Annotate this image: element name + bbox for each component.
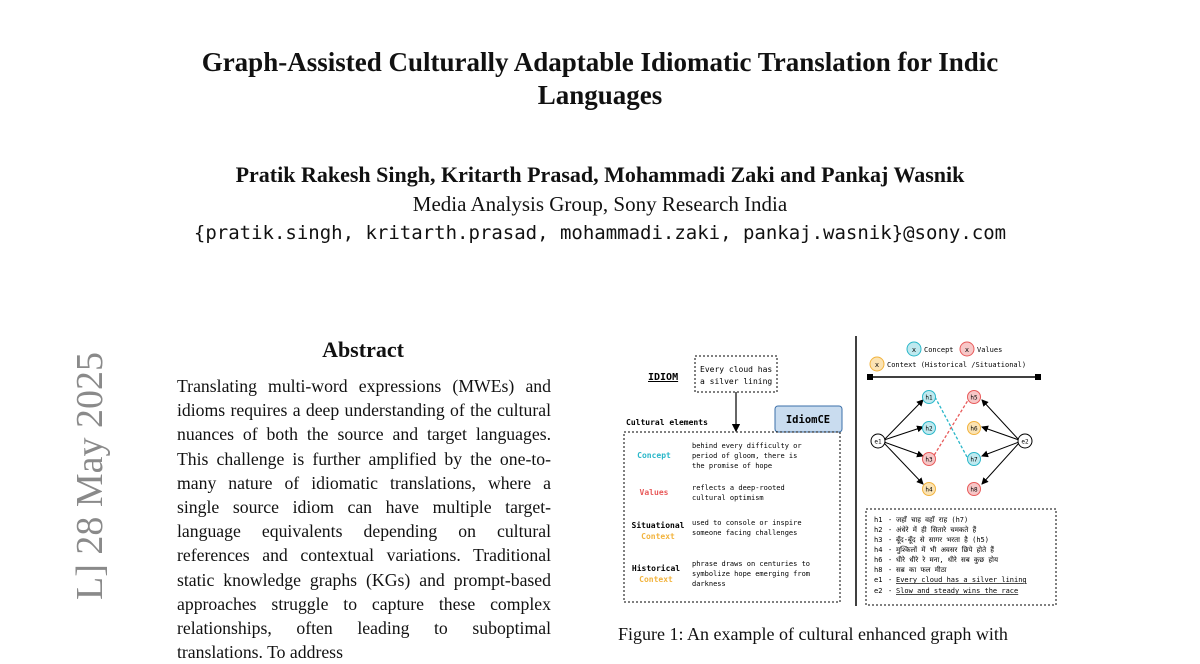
node-h3 [923,453,936,466]
affiliation: Media Analysis Group, Sony Research India [412,192,788,216]
list-item-key: h6 [874,556,883,564]
arxiv-date: L] 28 May 2025 [69,351,111,600]
figure-graphic [618,334,1063,612]
legend-concept-label: Concept [924,346,954,354]
concept-label: Concept [637,451,671,460]
svg-text:-: - [888,516,893,524]
svg-text:-: - [888,587,893,595]
svg-text:h4: h4 [925,486,933,494]
author-list: Pratik Rakesh Singh, Kritarth Prasad, Mohammadi Zaki and Pankaj Wasnik [235,162,965,187]
values-line-1: reflects a deep-rooted [692,484,785,492]
node-h7 [968,453,981,466]
abstract-heading: Abstract [322,337,404,362]
list-item-text: मुश्किलों में भी अवसर छिपे होते हैं [896,546,994,554]
translation-list [874,515,1027,595]
legend-context-label: Context (Historical /Situational) [887,361,1027,369]
legend-values-label: Values [977,346,1003,354]
arxiv-stamp [18,351,111,650]
svg-text:-: - [888,526,893,534]
legend-concept-x: x [911,346,917,354]
situational-context-label: Context [641,532,675,541]
node-e1 [871,434,885,448]
idiom-label: IDIOM [648,372,679,383]
idiom-text-1: Every cloud has [700,365,773,374]
svg-text:h7: h7 [970,456,978,464]
author-emails: {pratik.singh, kritarth.prasad, mohammadi.zaki, pankaj.wasnik}@sony.com [193,222,1007,244]
paper-title: Graph-Assisted Culturally Adaptable Idiomatic Translation for Indic Languages [201,47,999,110]
node-h4 [923,483,936,496]
list-item-text: जहाँ चाह वहाँ राह (h7) [896,516,969,524]
graph-edges [884,400,1019,484]
list-item-key: h2 [874,526,883,534]
node-h5 [968,391,981,404]
situational-line-1: used to console or inspire [692,519,802,527]
svg-text:-: - [888,566,893,574]
values-label: Values [639,488,669,497]
svg-text:e2: e2 [1021,438,1029,446]
node-h8 [968,483,981,496]
list-item-key: e2 [874,587,883,595]
svg-text:h8: h8 [970,486,978,494]
svg-text:e1: e1 [874,438,882,446]
svg-text:h5: h5 [970,394,978,402]
list-item-text: अंधेरे में ही सितारे चमकते हैं [896,526,977,534]
situational-label: Situational [631,521,685,530]
separator-cap-right [1035,374,1041,380]
list-item-text: बूँद-बूँद से सागर भरता है (h5) [896,536,989,544]
node-e2 [1018,434,1032,448]
abstract-text: Translating multi-word expressions (MWEs) and idioms requires a deep understanding of the cultural nuances of both the source and target languages. This challenge is further amplified by the one-to-many nature of idiomatic translations, where a single source idiom can have multiple target-language equivalents depending on cultural references and contextual variations. Traditional static knowledge graphs (KGs) and prompt-based approaches struggle to capture these complex relationships, often leading to suboptimal translations. To address [177,376,551,663]
concept-line-1: behind every difficulty or [692,442,802,450]
svg-text:-: - [888,576,893,584]
svg-text:h1: h1 [925,394,933,402]
list-item-key: h1 [874,516,883,524]
historical-line-2: symbolize hope emerging from [692,570,811,578]
svg-text:h3: h3 [925,456,933,464]
node-h2 [923,422,936,435]
list-item-key: h3 [874,536,883,544]
legend-context-x: x [874,361,880,369]
historical-line-1: phrase draws on centuries to [692,560,811,568]
svg-text:h2: h2 [925,425,933,433]
figure-caption: Figure 1: An example of cultural enhanced graph with [618,624,1008,644]
legend-values-x: x [964,346,970,354]
svg-text:h6: h6 [970,425,978,433]
list-item-key: h8 [874,566,883,574]
list-item-key: h4 [874,546,883,554]
svg-text:-: - [888,546,893,554]
cultural-elements-label: Cultural elements [626,418,708,427]
svg-text:-: - [888,556,893,564]
values-line-2: cultural optimism [692,494,764,502]
historical-label: Historical [631,564,681,573]
situational-line-2: someone facing challenges [692,529,798,537]
historical-line-3: darkness [692,580,726,588]
list-item-key: e1 [874,576,883,584]
historical-context-label: Context [639,575,673,584]
idiom-box [695,356,777,392]
figure-1 [618,334,1063,612]
idiom-text-2: a silver lining [700,377,773,386]
separator-cap-left [867,374,873,380]
concept-line-2: period of gloom, there is [692,452,798,460]
concept-line-3: the promise of hope [692,462,773,470]
list-item-text: धीरे धीरे रे मना, धीरे सब कुछ होय [896,556,999,564]
list-item-text: Every cloud has a silver lining [896,576,1027,584]
list-item-text: सब्र का फल मीठा [896,566,947,574]
list-item-text: Slow and steady wins the race [896,587,1019,595]
svg-text:-: - [888,536,893,544]
node-h1 [923,391,936,404]
node-h6 [968,422,981,435]
idiomce-label: IdiomCE [785,414,831,426]
edge-h5-h3 [933,397,970,457]
